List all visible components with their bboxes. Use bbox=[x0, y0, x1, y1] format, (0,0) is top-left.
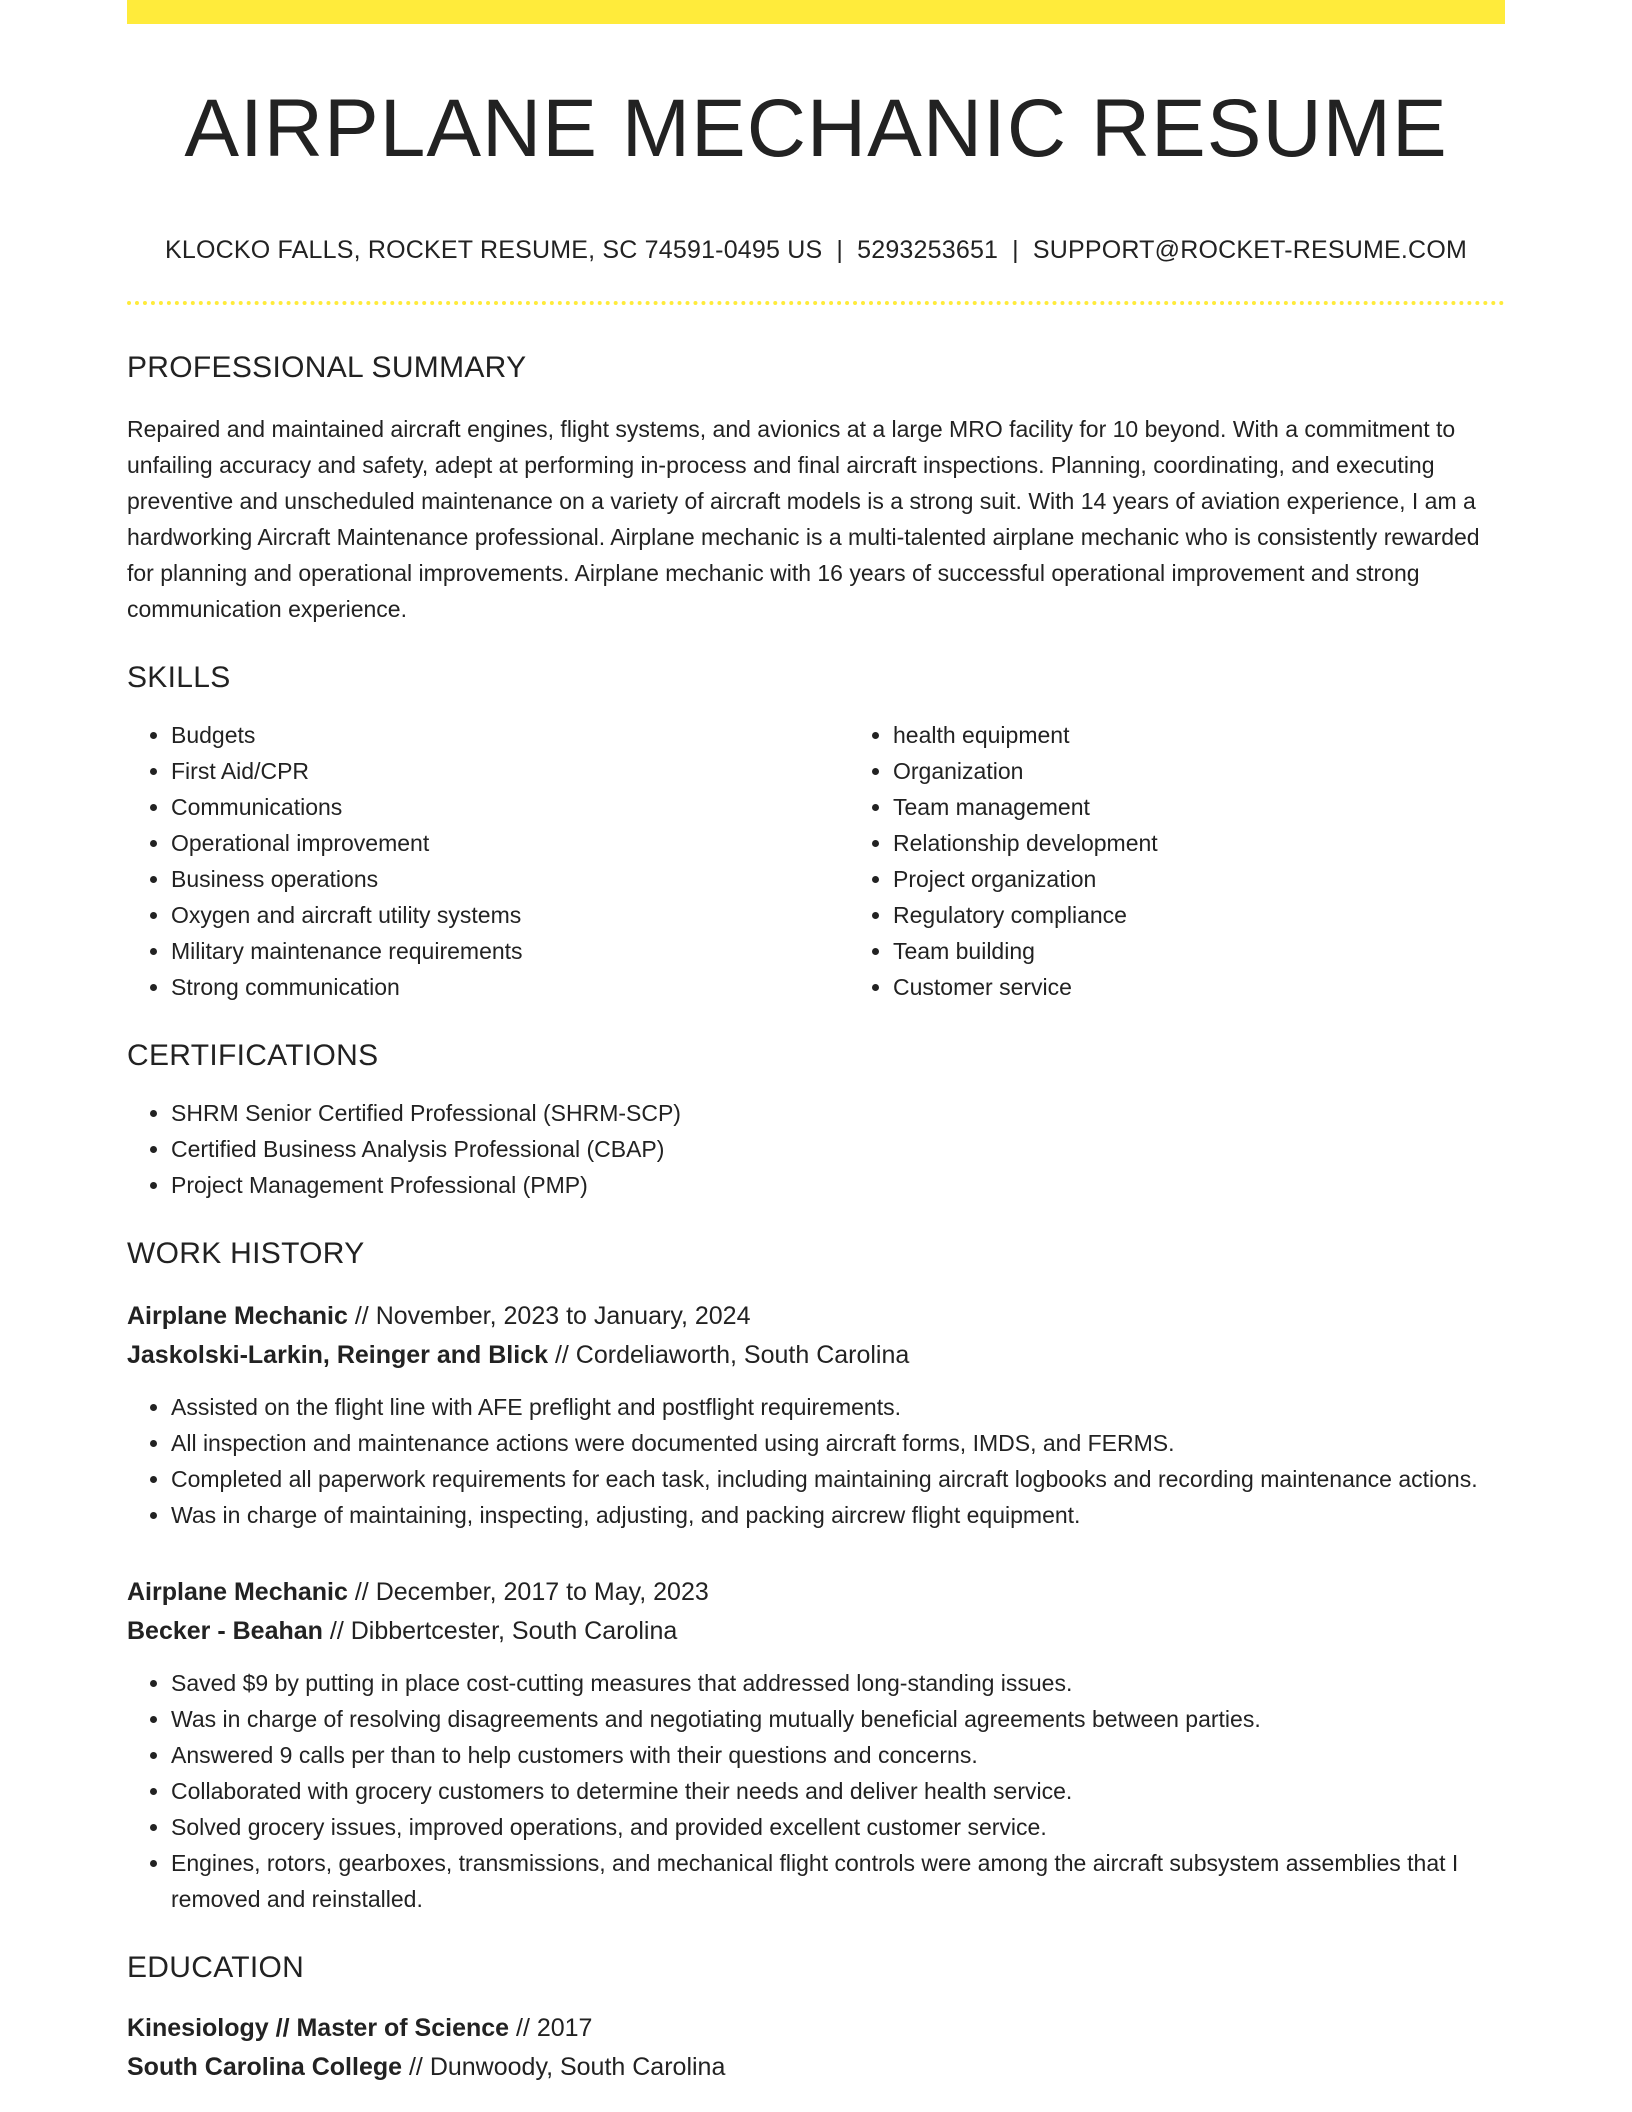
list-item: • Saved $9 by putting in place cost-cutting measures that addressed long-standing issues. bbox=[171, 1665, 1505, 1701]
list-item: • Strong communication bbox=[171, 969, 849, 1005]
school-location: // Dunwoody, South Carolina bbox=[402, 2053, 726, 2082]
school-line bbox=[127, 2048, 1505, 2087]
email: SUPPORT@ROCKET-RESUME.COM bbox=[1032, 236, 1467, 265]
list-item: • Was in charge of resolving disagreements and negotiating mutually beneficial agreements between parties. bbox=[171, 1701, 1505, 1737]
degree-line bbox=[127, 2009, 1505, 2048]
section-heading: PROFESSIONAL SUMMARY bbox=[127, 351, 527, 385]
job-title-line bbox=[127, 1297, 1505, 1336]
skills-section bbox=[127, 661, 1505, 1005]
job-bullets bbox=[127, 1665, 1505, 1917]
list-item: • Business operations bbox=[171, 861, 849, 897]
list-item: • Team management bbox=[893, 789, 1505, 825]
degree: Kinesiology // Master of Science bbox=[127, 2014, 510, 2043]
job-location: // Dibbertcester, South Carolina bbox=[322, 1617, 678, 1646]
summary-text: Repaired and maintained aircraft engines, flight systems, and avionics at a large MRO facility for 10 beyond. With a commitment to unfailing accuracy and safety, adept at performing in-process and final aircraft inspections. Planning, coordinating, and executing preventive and unscheduled maintenance on a variety of aircraft models is a strong suit. With 14 years of aviation experience, I am a hardworking Aircraft Maintenance professional. Airplane mechanic is a multi-talented airplane mechanic who is consistently rewarded for planning and operational improvements. Airplane mechanic with 16 years of successful operational improvement and strong communication experience. bbox=[127, 416, 1480, 623]
summary-section bbox=[127, 351, 1505, 627]
list-item: • Communications bbox=[171, 789, 849, 825]
job-company: Jaskolski-Larkin, Reinger and Blick bbox=[127, 1341, 548, 1370]
separator: | bbox=[1012, 236, 1019, 265]
phone: 5293253651 bbox=[857, 236, 999, 265]
education-section bbox=[127, 1951, 1505, 2087]
section-heading: CERTIFICATIONS bbox=[127, 1039, 379, 1073]
list-item: • Assisted on the flight line with AFE preflight and postflight requirements. bbox=[171, 1389, 1505, 1425]
list-item: • Team building bbox=[893, 933, 1505, 969]
school: South Carolina College bbox=[127, 2053, 403, 2082]
education-entry bbox=[127, 2009, 1505, 2087]
job-company-line bbox=[127, 1612, 1505, 1651]
job-location: // Cordeliaworth, South Carolina bbox=[548, 1341, 910, 1370]
address: KLOCKO FALLS, ROCKET RESUME, SC 74591-0495 US bbox=[164, 236, 823, 265]
list-item: • Operational improvement bbox=[171, 825, 849, 861]
list-item: • Answered 9 calls per than to help customers with their questions and concerns. bbox=[171, 1737, 1505, 1773]
dotted-divider bbox=[127, 301, 1505, 305]
job-title: Airplane Mechanic bbox=[127, 1578, 348, 1607]
certifications-section bbox=[127, 1039, 1505, 1203]
skills-list-left bbox=[127, 717, 849, 1005]
job-bullets bbox=[127, 1389, 1505, 1533]
job-company-line bbox=[127, 1336, 1505, 1375]
list-item: • SHRM Senior Certified Professional (SHRM-SCP) bbox=[171, 1095, 1505, 1131]
accent-bar bbox=[127, 0, 1505, 24]
list-item: • Customer service bbox=[893, 969, 1505, 1005]
separator: | bbox=[836, 236, 844, 265]
list-item: • Regulatory compliance bbox=[893, 897, 1505, 933]
section-heading: EDUCATION bbox=[127, 1951, 305, 1985]
list-item: • Completed all paperwork requirements for each task, including maintaining aircraft logbooks and recording maintenance actions. bbox=[171, 1461, 1505, 1497]
job-company: Becker - Beahan bbox=[127, 1617, 323, 1646]
list-item: • First Aid/CPR bbox=[171, 753, 849, 789]
skills-list-right bbox=[849, 717, 1505, 1005]
list-item: • All inspection and maintenance actions were documented using aircraft forms, IMDS, and FERMS. bbox=[171, 1425, 1505, 1461]
graduation-year: // 2017 bbox=[509, 2014, 593, 2043]
skills-columns bbox=[127, 717, 1505, 1005]
list-item: • Relationship development bbox=[893, 825, 1505, 861]
list-item: • Certified Business Analysis Professional (CBAP) bbox=[171, 1131, 1505, 1167]
list-item: • Military maintenance requirements bbox=[171, 933, 849, 969]
list-item: • health equipment bbox=[893, 717, 1505, 753]
section-heading: SKILLS bbox=[127, 661, 231, 695]
list-item: • Collaborated with grocery customers to determine their needs and deliver health service. bbox=[171, 1773, 1505, 1809]
work-history-section bbox=[127, 1237, 1505, 1917]
list-item: • Engines, rotors, gearboxes, transmissions, and mechanical flight controls were among the aircraft subsystem assemblies that I removed and reinstalled. bbox=[171, 1845, 1505, 1917]
job-entry bbox=[127, 1573, 1505, 1917]
list-item: • Organization bbox=[893, 753, 1505, 789]
job-title: Airplane Mechanic bbox=[127, 1302, 348, 1331]
list-item: • Was in charge of maintaining, inspecting, adjusting, and packing aircrew flight equipment. bbox=[171, 1497, 1505, 1533]
list-item: • Project Management Professional (PMP) bbox=[171, 1167, 1505, 1203]
job-title-line bbox=[127, 1573, 1505, 1612]
contact-line bbox=[127, 236, 1505, 265]
job-entry bbox=[127, 1297, 1505, 1533]
job-dates: // December, 2017 to May, 2023 bbox=[347, 1578, 709, 1607]
list-item: • Solved grocery issues, improved operations, and provided excellent customer service. bbox=[171, 1809, 1505, 1845]
section-heading: WORK HISTORY bbox=[127, 1237, 365, 1271]
list-item: • Oxygen and aircraft utility systems bbox=[171, 897, 849, 933]
list-item: • Project organization bbox=[893, 861, 1505, 897]
list-item: • Budgets bbox=[171, 717, 849, 753]
resume-page bbox=[127, 0, 1505, 2087]
job-dates: // November, 2023 to January, 2024 bbox=[347, 1302, 751, 1331]
certifications-list bbox=[127, 1095, 1505, 1203]
resume-title: AIRPLANE MECHANIC RESUME bbox=[184, 83, 1448, 174]
